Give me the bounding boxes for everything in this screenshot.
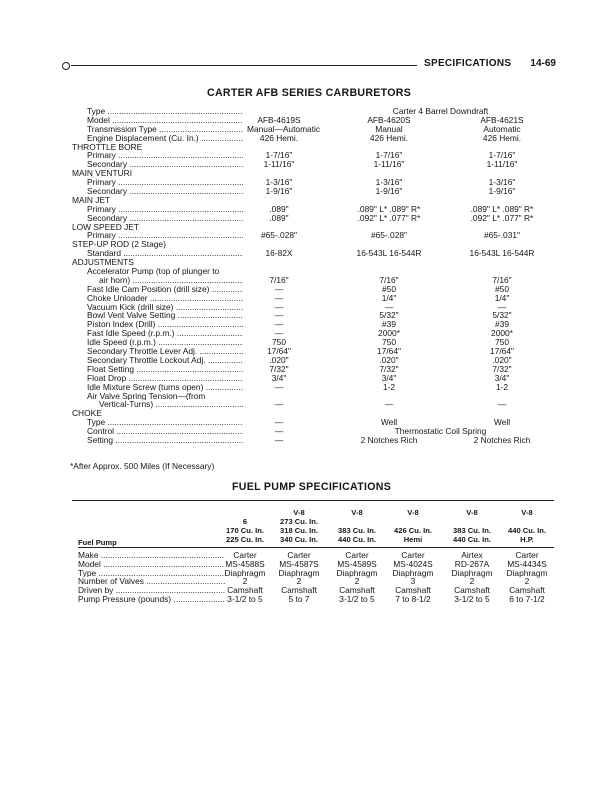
fuel-value: MS-4024S: [393, 558, 433, 569]
carb-row-label: Secondary Throttle Lockout Adj. .....: [87, 356, 243, 365]
fuel-value: 3-1/2 to 5: [339, 593, 375, 604]
carb-spanned-value: Carter 4 Barrel Downdraft: [392, 106, 489, 116]
carb-value: 1-7/16": [488, 150, 516, 161]
fuel-value: Diaphragm: [451, 567, 493, 578]
carb-row-label: Idle Mixture Screw (turns open) .....: [87, 383, 243, 392]
carb-value: 426 Hemi.: [259, 132, 299, 143]
fuel-value: RD-267A: [454, 558, 490, 569]
carb-value: Well: [493, 417, 511, 428]
carb-value: .020": [269, 354, 289, 365]
carb-value: AFB-4621S: [480, 114, 524, 125]
carb-row-label: Fast Idle Speed (r.p.m.) .....: [87, 329, 243, 338]
fuel-header-line: 440 Cu. In.: [338, 535, 376, 544]
fuel-row-label: Number of Valves .....: [78, 577, 225, 586]
fuel-value: 2: [296, 576, 302, 587]
carb-row-label: Vertical-Turns) .....: [99, 400, 243, 409]
fuel-value: Camshaft: [339, 585, 375, 596]
carb-row-label: STEP-UP ROD (2 Stage): [72, 240, 166, 250]
carb-value: 2 Notches Rich: [360, 434, 418, 445]
carb-value: 2000*: [378, 328, 400, 339]
carb-value: Manual—Automatic: [247, 123, 321, 134]
carb-row-label: Primary .....: [87, 231, 243, 240]
fuel-value: Carter: [345, 550, 369, 560]
carb-row-label: Control .....: [87, 427, 243, 436]
fuel-value: 3-1/2 to 5: [454, 593, 490, 604]
fuel-value: Camshaft: [509, 585, 545, 596]
fuel-value: Diaphragm: [336, 567, 378, 578]
carb-value: #39: [495, 319, 509, 330]
carb-value: 1-11/16": [373, 159, 405, 170]
carb-value: #65-.028": [260, 230, 298, 241]
carb-row-label: Primary .....: [87, 178, 243, 187]
carb-value: 7/16": [379, 274, 399, 285]
fuel-value: Carter: [233, 550, 257, 560]
fuel-header-line: 340 Cu. In.: [280, 535, 318, 544]
carb-value: Automatic: [483, 123, 521, 134]
carb-value: #39: [382, 319, 396, 330]
fuel-value: Carter: [401, 550, 425, 560]
carb-row-label: Model .....: [87, 116, 243, 125]
carb-value: 1-3/16": [375, 177, 403, 188]
carb-value: 1-7/16": [265, 150, 293, 161]
fuel-value: Camshaft: [281, 585, 317, 596]
fuel-value: 2: [354, 576, 360, 587]
fuel-header-line: V-8: [466, 508, 478, 517]
carb-value: .089" L* .089" R*: [470, 203, 534, 214]
carb-row-label: air horn) .....: [99, 276, 243, 285]
fuel-header-line: 383 Cu. In.: [338, 526, 376, 535]
carb-value: AFB-4619S: [257, 114, 301, 125]
fuel-value: MS-4589S: [337, 558, 377, 569]
fuel-table-top-rule: [72, 500, 554, 501]
fuel-value: 7 to 8-1/2: [395, 593, 431, 604]
carb-value: 17/64": [490, 346, 514, 357]
fuel-header-line: 318 Cu. In.: [280, 526, 318, 535]
fuel-value: 2: [242, 576, 248, 587]
carb-value: 7/32": [379, 363, 399, 374]
fuel-row-label: Driven by .....: [78, 586, 225, 595]
fuel-value: Diaphragm: [506, 567, 548, 578]
carb-value: —: [274, 381, 284, 392]
carb-value: 16-543L 16-544R: [356, 248, 422, 259]
fuel-value: 2: [524, 576, 530, 587]
carb-value: .020": [379, 354, 399, 365]
carb-value: 750: [382, 337, 396, 348]
carb-value: 7/32": [492, 363, 512, 374]
carb-value: 1-9/16": [265, 186, 293, 197]
fuel-header-line: Hemi: [403, 535, 423, 544]
carb-value: —: [274, 292, 284, 303]
carb-row-label: Air Valve Spring Tension—(from: [87, 391, 206, 401]
carb-row-label: Piston Index (Drill) .....: [87, 320, 243, 329]
carb-row-label: MAIN JET: [72, 195, 111, 205]
fuel-row-label: Pump Pressure (pounds) .....: [78, 595, 225, 604]
carb-value: AFB-4620S: [367, 114, 411, 125]
fuel-value: Camshaft: [227, 585, 263, 596]
carb-row-label: Standard .....: [87, 249, 243, 258]
fuel-header-line: 440 Cu. In.: [508, 526, 546, 535]
fuel-value: Camshaft: [395, 585, 431, 596]
carb-row-label: Secondary Throttle Lever Adj. .....: [87, 347, 243, 356]
header-rule: [71, 65, 417, 66]
carb-row-label: ADJUSTMENTS: [72, 258, 134, 268]
carb-value: 1-11/16": [486, 159, 518, 170]
carb-row-label: Float Drop .....: [87, 374, 243, 383]
carb-spanned-value: Thermostatic Coil Spring: [394, 426, 487, 437]
carb-value: .089": [269, 203, 289, 214]
header-circle: [62, 62, 70, 70]
carb-value: —: [274, 283, 284, 294]
fuel-value: Carter: [515, 550, 539, 560]
carb-value: 7/16": [269, 274, 289, 285]
carb-footnote: *After Approx. 500 Miles (If Necessary): [70, 461, 215, 471]
fuel-row-label: Model .....: [78, 560, 225, 569]
carb-value: 750: [495, 337, 509, 348]
fuel-value: MS-4588S: [225, 558, 265, 569]
carb-value: 3/4": [271, 372, 287, 383]
carb-value: 1-2: [382, 381, 396, 392]
fuel-header-line: V-8: [521, 508, 533, 517]
fuel-value: 2: [469, 576, 475, 587]
carb-row-label: Secondary .....: [87, 160, 243, 169]
carb-value: —: [497, 301, 507, 312]
carb-value: 1-7/16": [375, 150, 403, 161]
carb-row-label: MAIN VENTURI: [72, 169, 133, 179]
carb-value: 750: [272, 337, 286, 348]
carb-value: 7/32": [269, 363, 289, 374]
carb-value: —: [497, 399, 507, 410]
carb-value: 426 Hemi.: [369, 132, 409, 143]
carb-value: Manual: [375, 123, 403, 134]
carb-value: —: [274, 328, 284, 339]
fuel-header-line: H.P.: [520, 535, 534, 544]
carb-row-label: Transmission Type .....: [87, 125, 243, 134]
carb-title: CARTER AFB SERIES CARBURETORS: [207, 87, 412, 99]
fuel-value: 6 to 7-1/2: [509, 593, 545, 604]
carb-row-label: Secondary .....: [87, 187, 243, 196]
fuel-value: MS-4587S: [279, 558, 319, 569]
carb-value: —: [274, 301, 284, 312]
fuel-value: 3: [410, 576, 416, 587]
carb-value: 3/4": [494, 372, 510, 383]
carb-row-label: Choke Unloader .....: [87, 294, 243, 303]
carb-row-label: Fast Idle Cam Position (drill size) .....: [87, 285, 243, 294]
fuel-row-label: Type .....: [78, 569, 225, 578]
carb-value: 5/32": [379, 310, 399, 321]
carb-value: —: [384, 301, 394, 312]
fuel-value: Camshaft: [454, 585, 490, 596]
fuel-column-header: [325, 508, 389, 544]
fuel-value: Airtex: [461, 550, 483, 560]
carb-row-label: Primary .....: [87, 151, 243, 160]
carb-value: #50: [382, 283, 396, 294]
carb-row-label: Float Setting .....: [87, 365, 243, 374]
carb-row-label: Type .....: [87, 418, 243, 427]
carb-value: —: [274, 319, 284, 330]
carb-value: 1/4": [381, 292, 397, 303]
carb-value: #65-.031": [483, 230, 521, 241]
fuel-value: Diaphragm: [392, 567, 434, 578]
carb-value: .092" L* .077" R*: [357, 212, 421, 223]
fuel-value: Diaphragm: [278, 567, 320, 578]
fuel-header-line: [325, 517, 389, 526]
carb-value: 2 Notches Rich: [473, 434, 531, 445]
carb-value: 17/64": [377, 346, 401, 357]
carb-value: 16-82X: [265, 248, 293, 259]
fuel-header-line: 273 Cu. In.: [280, 517, 318, 526]
carb-row-label: Primary .....: [87, 205, 243, 214]
fuel-header-line: 170 Cu. In.: [226, 526, 264, 535]
fuel-value: 3-1/2 to 5: [227, 593, 263, 604]
carb-row-label: Bowl Vent Valve Setting .....: [87, 311, 243, 320]
fuel-value: Carter: [287, 550, 311, 560]
carb-value: 1-11/16": [263, 159, 295, 170]
carb-row-label: CHOKE: [72, 409, 102, 419]
carb-row-label: Setting .....: [87, 436, 243, 445]
carb-value: 2000*: [491, 328, 513, 339]
carb-value: —: [274, 426, 284, 437]
carb-value: 1-3/16": [265, 177, 293, 188]
fuel-header-line: [495, 517, 559, 526]
carb-row-label: Idle Speed (r.p.m.) .....: [87, 338, 243, 347]
header-title: SPECIFICATIONS: [424, 58, 512, 69]
carb-value: —: [274, 434, 284, 445]
carb-value: 1-3/16": [488, 177, 516, 188]
page-number: 14-69: [530, 58, 556, 69]
fuel-header-line: 440 Cu. In.: [453, 535, 491, 544]
carb-row-label: Accelerator Pump (top of plunger to: [87, 267, 220, 276]
fuel-header-line: V-8: [293, 508, 305, 517]
fuel-column-header: [495, 508, 559, 544]
carb-value: .092" L* .077" R*: [470, 212, 534, 223]
carb-value: 3/4": [381, 372, 397, 383]
carb-row-label: THROTTLE BORE: [72, 142, 143, 152]
fuel-header-line: 426 Cu. In.: [394, 526, 432, 535]
carb-value: 426 Hemi.: [482, 132, 522, 143]
page-header: [62, 57, 556, 73]
carb-value: —: [384, 399, 394, 410]
fuel-value: MS-4434S: [507, 558, 547, 569]
carb-value: 5/32": [492, 310, 512, 321]
carb-value: Well: [380, 417, 398, 428]
fuel-column-header: [267, 508, 331, 544]
fuel-row-label: Make .....: [78, 551, 225, 560]
carb-value: —: [274, 399, 284, 410]
fuel-header-rule: [78, 547, 554, 548]
carb-value: #50: [495, 283, 509, 294]
carb-value: .089": [269, 212, 289, 223]
carb-row-label: Vacuum Kick (drill size) .....: [87, 303, 243, 312]
fuel-pump-title: FUEL PUMP SPECIFICATIONS: [232, 481, 392, 493]
fuel-value: 5 to 7: [288, 593, 310, 604]
carb-value: 7/16": [492, 274, 512, 285]
carb-value: 16-543L 16-544R: [469, 248, 535, 259]
carb-value: —: [274, 310, 284, 321]
fuel-header-line: V-8: [407, 508, 419, 517]
carb-value: 1-9/16": [488, 186, 516, 197]
fuel-header-line: [381, 517, 445, 526]
fuel-value: Diaphragm: [224, 567, 266, 578]
carb-value: 1/4": [494, 292, 510, 303]
carb-value: 1-9/16": [375, 186, 403, 197]
fuel-header-line: 225 Cu. In.: [226, 535, 264, 544]
carb-value: .089" L* .089" R*: [357, 203, 421, 214]
fuel-header-line: 6: [242, 517, 248, 526]
fuel-pump-header: Fuel Pump: [78, 538, 117, 547]
carb-row-label: Type .....: [87, 107, 243, 116]
carb-row-label: Engine Displacement (Cu. In.) .....: [87, 134, 243, 143]
carb-value: 17/64": [267, 346, 291, 357]
carb-value: —: [274, 417, 284, 428]
carb-value: .020": [492, 354, 512, 365]
carb-row-label: LOW SPEED JET: [72, 222, 140, 232]
fuel-header-line: 383 Cu. In.: [453, 526, 491, 535]
fuel-column-header: [381, 508, 445, 544]
carb-value: 1-2: [495, 381, 509, 392]
carb-row-label: Secondary .....: [87, 214, 243, 223]
fuel-header-line: V-8: [351, 508, 363, 517]
carb-value: #65-.028": [370, 230, 408, 241]
